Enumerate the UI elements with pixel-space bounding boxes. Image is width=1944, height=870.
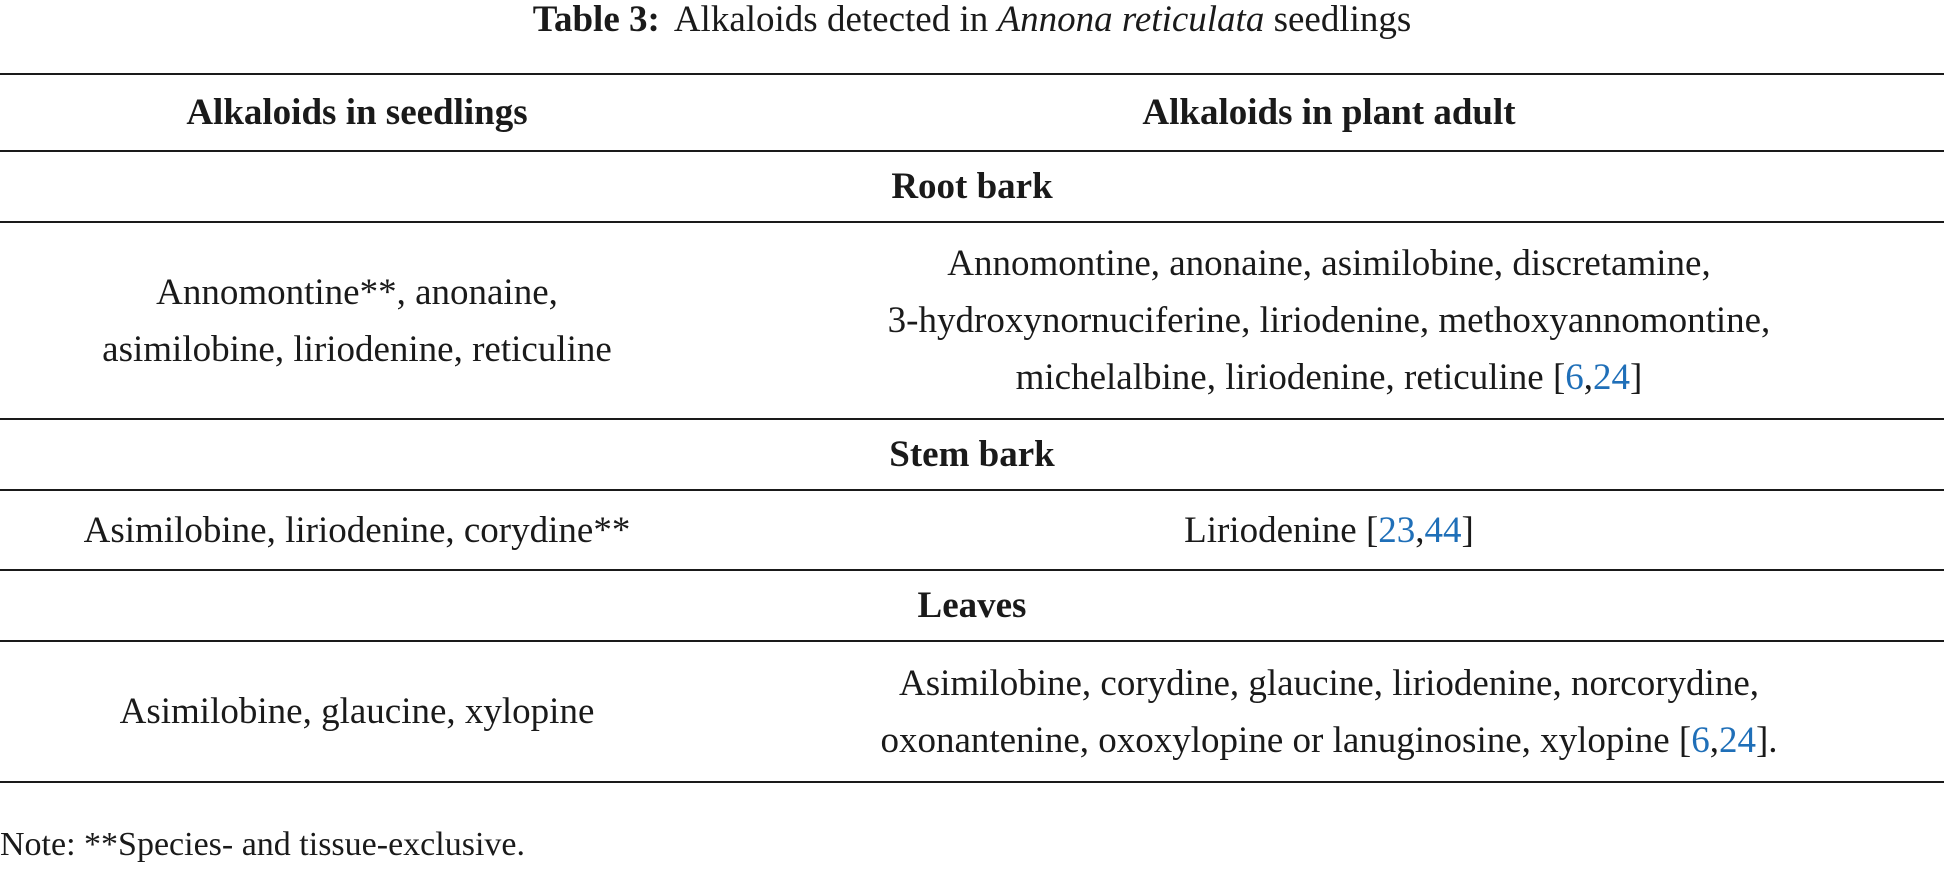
table-note: Note: **Species- and tissue-exclusive. xyxy=(0,826,525,863)
citation-link[interactable]: 24 xyxy=(1718,719,1756,761)
caption-label: Table 3: xyxy=(532,0,660,40)
table-caption xyxy=(0,0,1944,60)
caption-species: Annona reticulata xyxy=(997,0,1265,40)
section-title: Leaves xyxy=(0,570,1944,641)
citation-link[interactable]: 24 xyxy=(1593,357,1631,398)
section-row-root-bark xyxy=(0,151,1944,222)
adult-line: michelalbine, liriodenine, reticuline xyxy=(1015,357,1544,398)
caption-text-after: seedlings xyxy=(1264,0,1412,40)
adult-line: oxonantenine, oxoxylopine or lanuginosine, xylopine xyxy=(880,719,1670,761)
table-row xyxy=(0,641,1944,782)
seedlings-cell xyxy=(0,222,714,419)
table-row xyxy=(0,490,1944,570)
seedlings-cell xyxy=(0,490,714,570)
alkaloids-table xyxy=(0,73,1944,783)
adult-line: Liriodenine xyxy=(1184,509,1357,551)
adult-cell: Annomontine, anonaine, asimilobine, discretamine, 3-hydroxynornuciferine, liriodenine, methoxyannomontine, michelalbine, liriodenine, reticuline [6,24] xyxy=(714,222,1944,419)
seedlings-line: Asimilobine, liriodenine, corydine** xyxy=(83,509,631,551)
citation-link[interactable]: 44 xyxy=(1424,509,1462,551)
adult-line: Asimilobine, corydine, glaucine, liriodenine, norcorydine, xyxy=(898,662,1759,704)
section-title: Root bark xyxy=(0,151,1944,222)
seedlings-cell xyxy=(0,641,714,782)
header-adult: Alkaloids in plant adult xyxy=(714,74,1944,151)
citation-link[interactable]: 6 xyxy=(1691,719,1710,761)
section-row-leaves xyxy=(0,570,1944,641)
adult-line: 3-hydroxynornuciferine, liriodenine, methoxyannomontine, xyxy=(887,300,1771,341)
seedlings-line: Annomontine**, anonaine, xyxy=(156,271,558,313)
adult-cell: Liriodenine [23,44] xyxy=(714,490,1944,570)
caption-text-before: Alkaloids detected in xyxy=(673,0,998,40)
table-row xyxy=(0,222,1944,419)
seedlings-line: asimilobine, liriodenine, reticuline xyxy=(102,328,612,370)
adult-line: Annomontine, anonaine, asimilobine, discretamine, xyxy=(947,243,1711,284)
table-header-row xyxy=(0,74,1944,151)
trailing-punctuation: . xyxy=(1768,719,1778,761)
adult-cell: Asimilobine, corydine, glaucine, liriodenine, norcorydine, oxonantenine, oxoxylopine or lanuginosine, xylopine [6,24]. xyxy=(714,641,1944,782)
seedlings-line: Asimilobine, glaucine, xylopine xyxy=(119,691,595,732)
citation-link[interactable]: 23 xyxy=(1378,509,1416,551)
section-row-stem-bark xyxy=(0,419,1944,490)
section-title: Stem bark xyxy=(0,419,1944,490)
header-seedlings: Alkaloids in seedlings xyxy=(0,74,714,151)
citation-link[interactable]: 6 xyxy=(1565,357,1584,398)
